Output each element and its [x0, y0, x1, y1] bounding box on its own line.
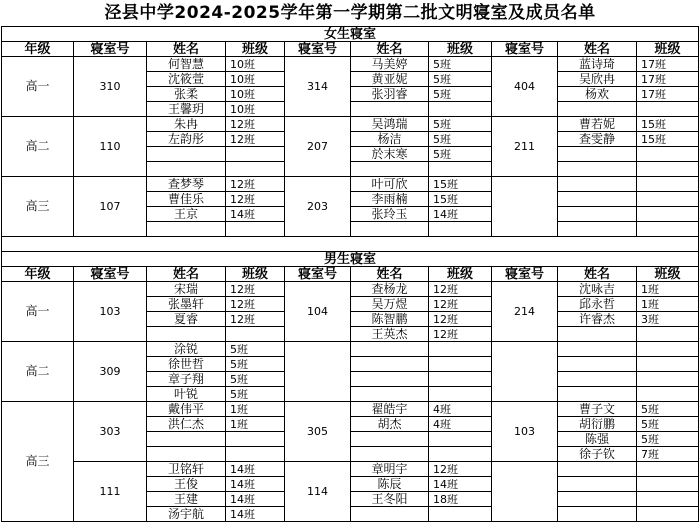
member-class: 14班 [429, 477, 492, 492]
member-class [226, 147, 285, 162]
header-room: 寝室号 [74, 267, 147, 282]
member-class: 5班 [429, 132, 492, 147]
member-class: 5班 [429, 57, 492, 72]
member-class: 15班 [637, 117, 699, 132]
member-name: 王冬阳 [351, 492, 429, 507]
member-class: 15班 [637, 132, 699, 147]
member-name: 蓝诗琦 [558, 57, 637, 72]
member-class [226, 432, 285, 447]
member-class [429, 372, 492, 387]
member-name: 曹子文 [558, 402, 637, 417]
member-name [147, 147, 226, 162]
member-name: 宋瑞 [147, 282, 226, 297]
member-name [558, 372, 637, 387]
member-class: 4班 [429, 417, 492, 432]
member-name: 吴万煜 [351, 297, 429, 312]
room-number: 303 [74, 402, 147, 462]
member-class: 12班 [226, 192, 285, 207]
member-name: 黄亚妮 [351, 72, 429, 87]
member-name: 王英杰 [351, 327, 429, 342]
room-number: 104 [285, 282, 351, 342]
member-class: 5班 [429, 117, 492, 132]
member-name: 徐世哲 [147, 357, 226, 372]
member-class: 18班 [429, 492, 492, 507]
member-name: 邱永哲 [558, 297, 637, 312]
member-class: 10班 [226, 102, 285, 117]
member-name: 章明宇 [351, 462, 429, 477]
room-number: 314 [285, 57, 351, 117]
member-name: 张柔 [147, 87, 226, 102]
member-class [429, 387, 492, 402]
member-class: 10班 [226, 87, 285, 102]
member-name: 吴欣冉 [558, 72, 637, 87]
member-name: 吴鸿瑞 [351, 117, 429, 132]
member-class [637, 102, 699, 117]
header-class: 班级 [637, 42, 699, 57]
female-section-title: 女生寝室 [2, 27, 699, 42]
member-class: 12班 [429, 312, 492, 327]
member-class: 14班 [226, 492, 285, 507]
table-row [2, 402, 699, 417]
room-number: 103 [492, 402, 558, 462]
header-room: 寝室号 [285, 267, 351, 282]
member-class [226, 222, 285, 237]
member-class: 7班 [637, 447, 699, 462]
member-name: 涂锐 [147, 342, 226, 357]
room-number: 214 [492, 282, 558, 342]
page-title: 泾县中学2024-2025学年第一学期第二批文明寝室及成员名单 [104, 3, 596, 23]
member-class [226, 162, 285, 177]
member-name: 朱冉 [147, 117, 226, 132]
member-class: 5班 [226, 342, 285, 357]
room-number [285, 342, 351, 402]
member-name [558, 462, 637, 477]
header-class: 班级 [429, 42, 492, 57]
member-name: 杨欢 [558, 87, 637, 102]
member-name: 陈辰 [351, 477, 429, 492]
room-number [492, 462, 558, 522]
member-name [147, 447, 226, 462]
member-class: 14班 [226, 462, 285, 477]
header-name: 姓名 [558, 267, 637, 282]
member-name [558, 387, 637, 402]
header-room: 寝室号 [74, 42, 147, 57]
member-class [637, 387, 699, 402]
room-number: 107 [74, 177, 147, 237]
member-class: 5班 [429, 87, 492, 102]
member-class: 14班 [429, 207, 492, 222]
member-class [637, 177, 699, 192]
member-name [558, 147, 637, 162]
member-class [637, 462, 699, 477]
member-name: 何智慧 [147, 57, 226, 72]
room-number: 111 [74, 462, 147, 522]
member-name [558, 327, 637, 342]
member-name: 陈强 [558, 432, 637, 447]
member-name [351, 102, 429, 117]
header-class: 班级 [637, 267, 699, 282]
member-class: 5班 [226, 387, 285, 402]
grade-cell: 高一 [2, 282, 74, 342]
member-name: 张玲玉 [351, 207, 429, 222]
member-name: 夏睿 [147, 312, 226, 327]
member-name: 叶可欣 [351, 177, 429, 192]
table-row [2, 57, 699, 72]
member-name: 查雯静 [558, 132, 637, 147]
member-class: 15班 [429, 192, 492, 207]
member-class [637, 327, 699, 342]
member-class [226, 327, 285, 342]
header-grade: 年级 [2, 267, 74, 282]
header-class: 班级 [429, 267, 492, 282]
grade-cell: 高三 [2, 177, 74, 237]
header-name: 姓名 [147, 267, 226, 282]
member-name [147, 222, 226, 237]
room-number [492, 342, 558, 402]
member-name: 徐子钦 [558, 447, 637, 462]
member-class: 12班 [429, 282, 492, 297]
member-class: 5班 [429, 72, 492, 87]
member-class [429, 507, 492, 522]
member-name [147, 432, 226, 447]
member-name [351, 372, 429, 387]
dormitory-table [1, 26, 699, 522]
member-name [558, 102, 637, 117]
member-class: 17班 [637, 87, 699, 102]
member-name [558, 222, 637, 237]
member-class: 1班 [637, 282, 699, 297]
member-name [351, 507, 429, 522]
member-class: 10班 [226, 57, 285, 72]
member-class: 12班 [226, 312, 285, 327]
member-class: 5班 [637, 402, 699, 417]
member-name: 胡衍鹏 [558, 417, 637, 432]
member-name: 张羽睿 [351, 87, 429, 102]
member-name: 王馨玥 [147, 102, 226, 117]
member-name [558, 357, 637, 372]
member-class: 12班 [429, 462, 492, 477]
member-class [637, 192, 699, 207]
member-name: 左韵彤 [147, 132, 226, 147]
grade-cell: 高一 [2, 57, 74, 117]
member-class [637, 207, 699, 222]
member-name: 陈智鹏 [351, 312, 429, 327]
member-name: 沈咏吉 [558, 282, 637, 297]
header-name: 姓名 [351, 267, 429, 282]
member-name: 查梦琴 [147, 177, 226, 192]
member-class [429, 162, 492, 177]
member-name [558, 207, 637, 222]
member-name [351, 357, 429, 372]
grade-cell: 高三 [2, 402, 74, 522]
member-name: 许睿杰 [558, 312, 637, 327]
member-class: 17班 [637, 57, 699, 72]
member-name: 张墨轩 [147, 297, 226, 312]
member-class: 12班 [226, 132, 285, 147]
member-name [351, 432, 429, 447]
member-name: 马美婷 [351, 57, 429, 72]
grade-cell: 高二 [2, 342, 74, 402]
member-class: 3班 [637, 312, 699, 327]
room-number: 310 [74, 57, 147, 117]
member-name: 翟皓宇 [351, 402, 429, 417]
member-name: 王京 [147, 207, 226, 222]
member-name: 李雨楠 [351, 192, 429, 207]
member-name [558, 192, 637, 207]
member-name [351, 342, 429, 357]
member-class [637, 147, 699, 162]
member-name: 沈筱萱 [147, 72, 226, 87]
member-class: 1班 [226, 417, 285, 432]
member-class: 5班 [637, 432, 699, 447]
header-class: 班级 [226, 267, 285, 282]
member-name [147, 327, 226, 342]
member-name [351, 447, 429, 462]
room-number: 103 [74, 282, 147, 342]
header-room: 寝室号 [285, 42, 351, 57]
member-class: 14班 [226, 207, 285, 222]
member-name: 曹佳乐 [147, 192, 226, 207]
member-class: 5班 [429, 147, 492, 162]
member-name [558, 477, 637, 492]
member-class: 5班 [637, 417, 699, 432]
member-class: 1班 [637, 297, 699, 312]
member-class: 14班 [226, 477, 285, 492]
room-number: 207 [285, 117, 351, 177]
member-class: 12班 [429, 327, 492, 342]
spacer-row [2, 237, 699, 252]
room-number: 114 [285, 462, 351, 522]
room-number: 305 [285, 402, 351, 462]
member-class [637, 357, 699, 372]
member-class [637, 477, 699, 492]
member-name: 曹若妮 [558, 117, 637, 132]
male-section-title: 男生寝室 [2, 252, 699, 267]
member-name [558, 162, 637, 177]
member-class [429, 447, 492, 462]
member-class: 17班 [637, 72, 699, 87]
table-row [2, 282, 699, 297]
member-name [351, 387, 429, 402]
header-room: 寝室号 [492, 267, 558, 282]
table-row [2, 342, 699, 357]
member-class: 12班 [226, 117, 285, 132]
member-name: 杨洁 [351, 132, 429, 147]
member-name [351, 222, 429, 237]
member-name: 戴伟平 [147, 402, 226, 417]
member-class: 12班 [226, 282, 285, 297]
member-name [558, 342, 637, 357]
member-name [147, 162, 226, 177]
member-name: 查杨龙 [351, 282, 429, 297]
member-class: 5班 [226, 357, 285, 372]
member-class: 12班 [429, 297, 492, 312]
member-class: 4班 [429, 402, 492, 417]
room-number: 309 [74, 342, 147, 402]
member-name: 胡杰 [351, 417, 429, 432]
member-class: 12班 [226, 297, 285, 312]
member-class [429, 357, 492, 372]
member-class [637, 342, 699, 357]
member-class [429, 432, 492, 447]
header-name: 姓名 [558, 42, 637, 57]
member-class: 12班 [226, 177, 285, 192]
member-class [429, 222, 492, 237]
member-class [429, 102, 492, 117]
member-name: 洪仁杰 [147, 417, 226, 432]
header-grade: 年级 [2, 42, 74, 57]
header-class: 班级 [226, 42, 285, 57]
member-class: 5班 [226, 372, 285, 387]
member-class [637, 222, 699, 237]
room-number: 110 [74, 117, 147, 177]
room-number: 404 [492, 57, 558, 117]
member-class [429, 342, 492, 357]
member-name: 卫铭轩 [147, 462, 226, 477]
member-name [558, 492, 637, 507]
member-class [637, 492, 699, 507]
table-row [2, 462, 699, 477]
member-class [226, 447, 285, 462]
room-number: 211 [492, 117, 558, 177]
member-class: 1班 [226, 402, 285, 417]
header-name: 姓名 [147, 42, 226, 57]
member-name: 王建 [147, 492, 226, 507]
header-name: 姓名 [351, 42, 429, 57]
member-class [637, 162, 699, 177]
member-name: 於末寒 [351, 147, 429, 162]
header-room: 寝室号 [492, 42, 558, 57]
member-name: 叶锐 [147, 387, 226, 402]
member-class: 15班 [429, 177, 492, 192]
member-name [351, 162, 429, 177]
member-name [558, 177, 637, 192]
member-name: 汤宇航 [147, 507, 226, 522]
grade-cell: 高二 [2, 117, 74, 177]
room-number: 203 [285, 177, 351, 237]
table-row [2, 177, 699, 192]
room-number [492, 177, 558, 237]
member-class [637, 507, 699, 522]
member-class [637, 372, 699, 387]
member-name: 王俊 [147, 477, 226, 492]
member-class: 14班 [226, 507, 285, 522]
member-class: 10班 [226, 72, 285, 87]
member-name: 章子翔 [147, 372, 226, 387]
table-row [2, 117, 699, 132]
member-name [558, 507, 637, 522]
